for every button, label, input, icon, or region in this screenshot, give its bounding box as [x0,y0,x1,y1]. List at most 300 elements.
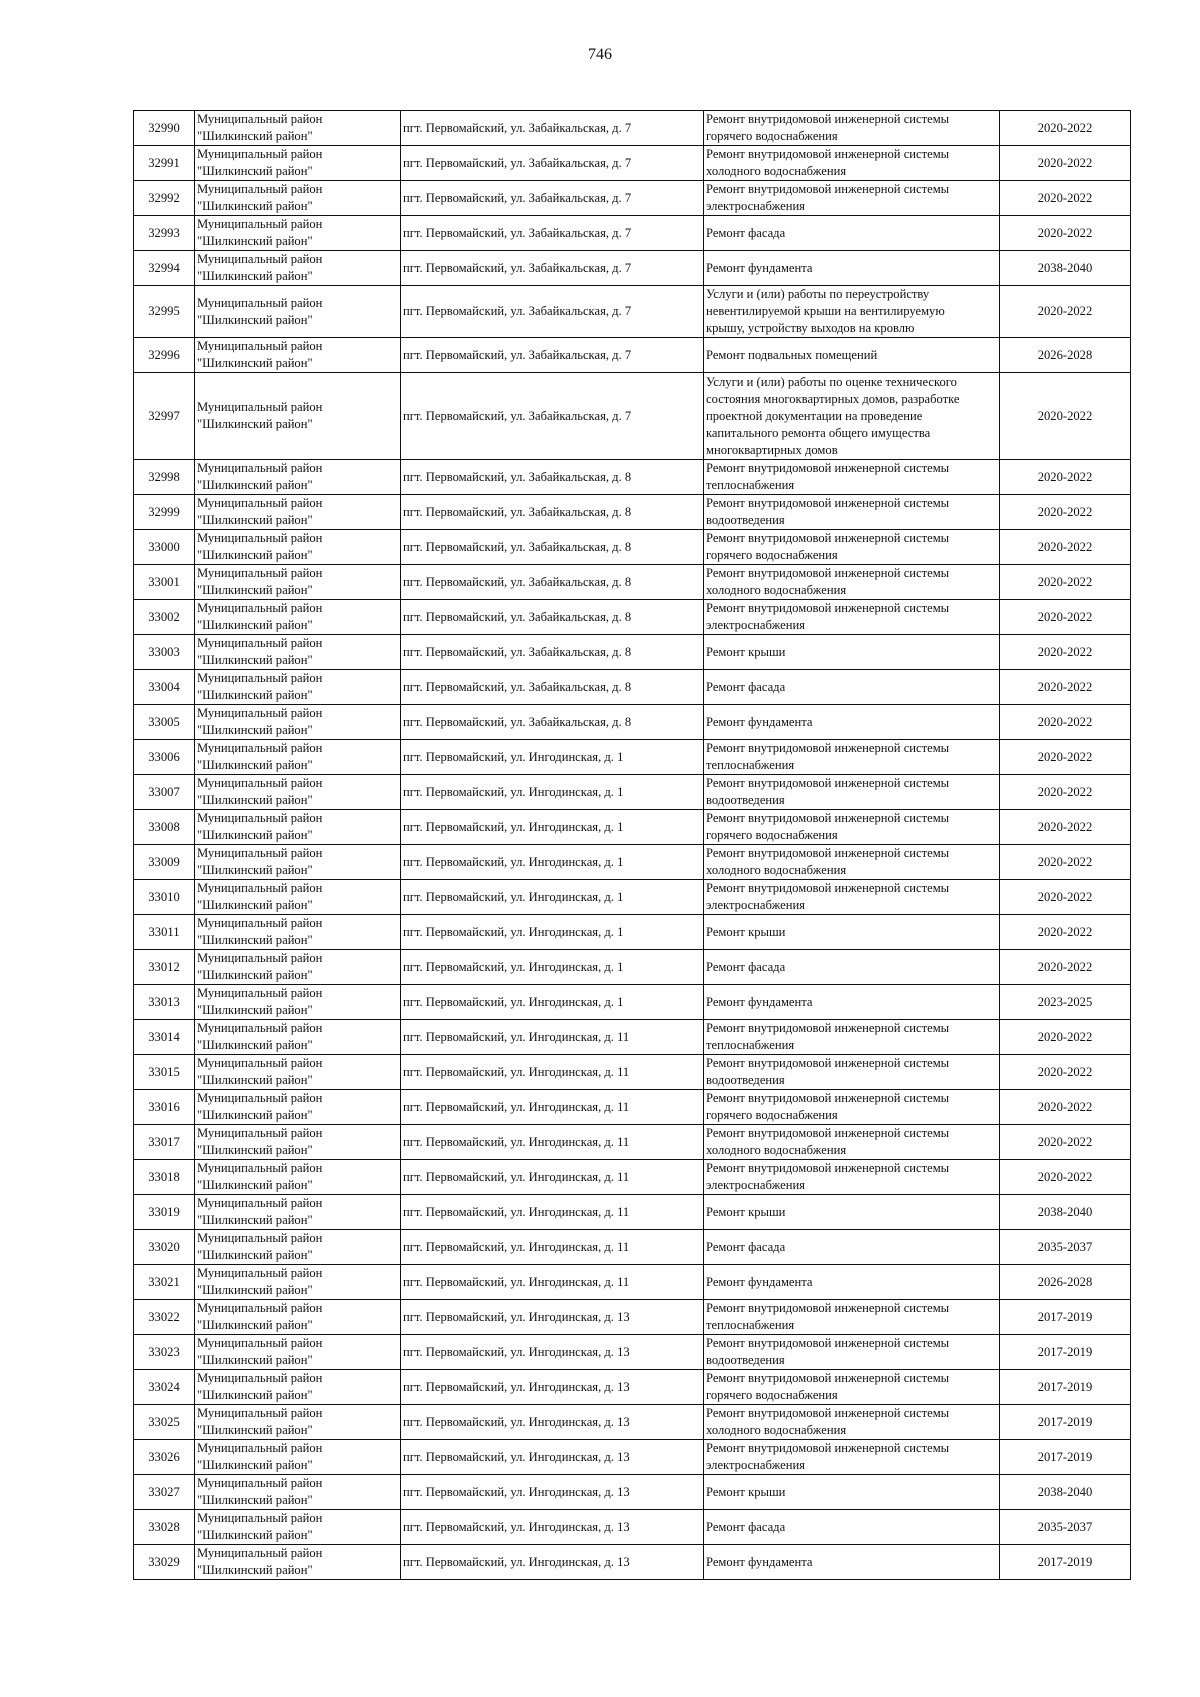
work-type-line: теплоснабжения [706,1038,795,1052]
municipality-cell [195,1230,401,1265]
municipality-line: Муниципальный район [197,881,323,895]
row-number-cell: 33006 [134,740,195,775]
row-number-cell: 33015 [134,1055,195,1090]
municipality-cell [195,1440,401,1475]
address-cell: пгт. Первомайский, ул. Забайкальская, д. 7 [401,286,704,338]
address-cell: пгт. Первомайский, ул. Ингодинская, д. 13 [401,1335,704,1370]
municipality-line: Муниципальный район [197,1091,323,1105]
municipality-line: Муниципальный район [197,636,323,650]
work-type-cell [704,880,1000,915]
period-cell: 2020-2022 [1000,880,1131,915]
work-type-line: Ремонт подвальных помещений [706,347,878,362]
municipality-line: Муниципальный район [197,1546,323,1560]
table-row [134,565,1131,600]
municipality-line: "Шилкинский район" [197,758,313,772]
row-number-cell: 33024 [134,1370,195,1405]
table-row [134,1440,1131,1475]
work-type-cell [704,495,1000,530]
municipality-line: Муниципальный район [197,916,323,930]
period-cell: 2020-2022 [1000,705,1131,740]
period-cell: 2038-2040 [1000,1195,1131,1230]
period-cell: 2020-2022 [1000,1125,1131,1160]
work-type-cell [704,1545,1000,1580]
table-row [134,950,1131,985]
row-number-cell: 33009 [134,845,195,880]
work-type-line: холодного водоснабжения [706,164,847,178]
municipality-cell [195,670,401,705]
table-row [134,216,1131,251]
table-row [134,740,1131,775]
municipality-line: Муниципальный район [197,776,323,790]
municipality-line: "Шилкинский район" [197,688,313,702]
row-number-cell: 33005 [134,705,195,740]
municipality-line: Муниципальный район [197,671,323,685]
table-row [134,1160,1131,1195]
period-cell: 2020-2022 [1000,950,1131,985]
municipality-cell [195,181,401,216]
registry-table [133,110,1131,1580]
work-type-line: Ремонт внутридомовой инженерной системы [706,776,950,790]
municipality-line: "Шилкинский район" [197,1178,313,1192]
municipality-line: "Шилкинский район" [197,1528,313,1542]
row-number-cell: 33001 [134,565,195,600]
work-type-cell [704,1510,1000,1545]
period-cell: 2026-2028 [1000,1265,1131,1300]
row-number-cell: 33002 [134,600,195,635]
work-type-line: Ремонт внутридомовой инженерной системы [706,846,950,860]
period-cell: 2020-2022 [1000,635,1131,670]
municipality-cell [195,338,401,373]
work-type-line: Ремонт внутридомовой инженерной системы [706,496,950,510]
table-row [134,1195,1131,1230]
row-number-cell: 32994 [134,251,195,286]
period-cell: 2017-2019 [1000,1335,1131,1370]
address-cell: пгт. Первомайский, ул. Забайкальская, д. 7 [401,251,704,286]
work-type-line: Ремонт внутридомовой инженерной системы [706,811,950,825]
address-cell: пгт. Первомайский, ул. Забайкальская, д. 8 [401,670,704,705]
municipality-line: Муниципальный район [197,811,323,825]
municipality-line: Муниципальный район [197,147,323,161]
municipality-line: Муниципальный район [197,1126,323,1140]
row-number-cell: 33025 [134,1405,195,1440]
address-cell: пгт. Первомайский, ул. Ингодинская, д. 11 [401,1160,704,1195]
municipality-line: "Шилкинский район" [197,793,313,807]
municipality-line: "Шилкинский район" [197,1353,313,1367]
registry-table-body [134,111,1131,1580]
municipality-line: Муниципальный район [197,400,323,414]
address-cell: пгт. Первомайский, ул. Ингодинская, д. 11 [401,1265,704,1300]
work-type-cell [704,251,1000,286]
address-cell: пгт. Первомайский, ул. Ингодинская, д. 13 [401,1300,704,1335]
period-cell: 2020-2022 [1000,181,1131,216]
table-row [134,251,1131,286]
table-row [134,635,1131,670]
work-type-line: Ремонт внутридомовой инженерной системы [706,1406,950,1420]
row-number-cell: 33013 [134,985,195,1020]
period-cell: 2020-2022 [1000,1020,1131,1055]
period-cell: 2026-2028 [1000,338,1131,373]
municipality-cell [195,460,401,495]
municipality-line: "Шилкинский район" [197,199,313,213]
table-row [134,1405,1131,1440]
work-type-line: Ремонт внутридомовой инженерной системы [706,566,950,580]
municipality-cell [195,915,401,950]
table-row [134,600,1131,635]
work-type-line: водоотведения [706,1073,785,1087]
row-number-cell: 33029 [134,1545,195,1580]
period-cell: 2020-2022 [1000,1055,1131,1090]
municipality-line: Муниципальный район [197,295,323,310]
row-number-cell: 33021 [134,1265,195,1300]
table-row [134,338,1131,373]
table-row [134,1545,1131,1580]
work-type-line: Ремонт фундамента [706,1274,813,1289]
table-row [134,1510,1131,1545]
row-number-cell: 33017 [134,1125,195,1160]
period-cell: 2020-2022 [1000,373,1131,460]
work-type-cell [704,845,1000,880]
work-type-line: Ремонт внутридомовой инженерной системы [706,741,950,755]
municipality-cell [195,216,401,251]
work-type-line: Ремонт фасада [706,1519,786,1534]
period-cell: 2038-2040 [1000,1475,1131,1510]
municipality-line: Муниципальный район [197,531,323,545]
municipality-line: Муниципальный район [197,1476,323,1490]
row-number-cell: 33018 [134,1160,195,1195]
period-cell: 2020-2022 [1000,600,1131,635]
municipality-cell [195,530,401,565]
work-type-line: электроснабжения [706,199,805,213]
municipality-cell [195,600,401,635]
municipality-cell [195,146,401,181]
table-row [134,670,1131,705]
work-type-line: состояния многоквартирных домов, разработке [706,391,960,406]
work-type-line: Ремонт внутридомовой инженерной системы [706,1056,950,1070]
address-cell: пгт. Первомайский, ул. Ингодинская, д. 1 [401,985,704,1020]
period-cell: 2020-2022 [1000,530,1131,565]
row-number-cell: 33019 [134,1195,195,1230]
work-type-line: Ремонт внутридомовой инженерной системы [706,1336,950,1350]
address-cell: пгт. Первомайский, ул. Забайкальская, д. 7 [401,146,704,181]
municipality-cell [195,985,401,1020]
work-type-line: горячего водоснабжения [706,828,838,842]
table-row [134,373,1131,460]
work-type-cell [704,1160,1000,1195]
municipality-line: Муниципальный район [197,1301,323,1315]
work-type-cell [704,1195,1000,1230]
municipality-cell [195,1020,401,1055]
municipality-line: Муниципальный район [197,1511,323,1525]
work-type-line: многоквартирных домов [706,442,838,457]
period-cell: 2020-2022 [1000,286,1131,338]
municipality-line: Муниципальный район [197,951,323,965]
work-type-line: холодного водоснабжения [706,863,847,877]
row-number-cell: 33016 [134,1090,195,1125]
table-row [134,915,1131,950]
municipality-line: "Шилкинский район" [197,1248,313,1262]
address-cell: пгт. Первомайский, ул. Ингодинская, д. 1 [401,845,704,880]
row-number-cell: 33011 [134,915,195,950]
municipality-line: "Шилкинский район" [197,548,313,562]
table-row [134,1020,1131,1055]
municipality-cell [195,565,401,600]
work-type-line: Ремонт внутридомовой инженерной системы [706,1371,950,1385]
row-number-cell: 32992 [134,181,195,216]
row-number-cell: 32991 [134,146,195,181]
address-cell: пгт. Первомайский, ул. Ингодинская, д. 11 [401,1020,704,1055]
municipality-line: Муниципальный район [197,1196,323,1210]
work-type-line: Ремонт фундамента [706,260,813,275]
work-type-cell [704,338,1000,373]
work-type-cell [704,1370,1000,1405]
address-cell: пгт. Первомайский, ул. Забайкальская, д. 8 [401,705,704,740]
municipality-line: "Шилкинский район" [197,269,313,283]
table-row [134,1125,1131,1160]
municipality-line: Муниципальный район [197,601,323,615]
work-type-line: холодного водоснабжения [706,583,847,597]
work-type-line: Услуги и (или) работы по переустройству [706,287,930,301]
municipality-line: "Шилкинский район" [197,1458,313,1472]
work-type-cell [704,181,1000,216]
row-number-cell: 33023 [134,1335,195,1370]
municipality-line: Муниципальный район [197,252,323,266]
municipality-line: "Шилкинский район" [197,478,313,492]
period-cell: 2020-2022 [1000,216,1131,251]
work-type-cell [704,565,1000,600]
municipality-line: "Шилкинский район" [197,1003,313,1017]
municipality-line: Муниципальный район [197,496,323,510]
table-row [134,181,1131,216]
work-type-cell [704,600,1000,635]
table-row [134,1055,1131,1090]
work-type-line: Ремонт внутридомовой инженерной системы [706,461,950,475]
work-type-line: Услуги и (или) работы по оценке технического [706,374,957,389]
work-type-line: горячего водоснабжения [706,548,838,562]
period-cell: 2020-2022 [1000,915,1131,950]
work-type-line: горячего водоснабжения [706,1388,838,1402]
work-type-line: Ремонт фасада [706,225,786,240]
address-cell: пгт. Первомайский, ул. Ингодинская, д. 11 [401,1055,704,1090]
work-type-line: Ремонт внутридомовой инженерной системы [706,1021,950,1035]
municipality-line: "Шилкинский район" [197,968,313,982]
municipality-line: Муниципальный район [197,1441,323,1455]
period-cell: 2017-2019 [1000,1440,1131,1475]
municipality-cell [195,880,401,915]
address-cell: пгт. Первомайский, ул. Забайкальская, д. 8 [401,460,704,495]
work-type-line: холодного водоснабжения [706,1143,847,1157]
municipality-line: Муниципальный район [197,112,323,126]
municipality-cell [195,1475,401,1510]
row-number-cell: 33010 [134,880,195,915]
work-type-cell [704,1335,1000,1370]
municipality-line: Муниципальный район [197,986,323,1000]
table-row [134,460,1131,495]
municipality-line: "Шилкинский район" [197,1213,313,1227]
row-number-cell: 33003 [134,635,195,670]
table-row [134,1475,1131,1510]
table-row [134,111,1131,146]
municipality-line: Муниципальный район [197,182,323,196]
municipality-line: "Шилкинский район" [197,653,313,667]
work-type-cell [704,373,1000,460]
work-type-line: Ремонт внутридомовой инженерной системы [706,531,950,545]
row-number-cell: 33004 [134,670,195,705]
municipality-cell [195,1545,401,1580]
municipality-line: "Шилкинский район" [197,723,313,737]
period-cell: 2020-2022 [1000,740,1131,775]
period-cell: 2020-2022 [1000,460,1131,495]
period-cell: 2020-2022 [1000,1090,1131,1125]
municipality-line: "Шилкинский район" [197,1388,313,1402]
municipality-cell [195,1510,401,1545]
municipality-line: Муниципальный район [197,339,323,353]
table-row [134,985,1131,1020]
row-number-cell: 33014 [134,1020,195,1055]
row-number-cell: 33022 [134,1300,195,1335]
address-cell: пгт. Первомайский, ул. Ингодинская, д. 13 [401,1510,704,1545]
municipality-line: "Шилкинский район" [197,1283,313,1297]
address-cell: пгт. Первомайский, ул. Ингодинская, д. 13 [401,1545,704,1580]
work-type-line: Ремонт фундамента [706,714,813,729]
work-type-cell [704,1265,1000,1300]
work-type-line: Ремонт внутридомовой инженерной системы [706,147,950,161]
work-type-line: Ремонт крыши [706,1204,786,1219]
address-cell: пгт. Первомайский, ул. Ингодинская, д. 1 [401,775,704,810]
work-type-line: Ремонт внутридомовой инженерной системы [706,601,950,615]
work-type-cell [704,810,1000,845]
work-type-line: горячего водоснабжения [706,129,838,143]
address-cell: пгт. Первомайский, ул. Забайкальская, д. 8 [401,530,704,565]
municipality-line: Муниципальный район [197,1231,323,1245]
work-type-cell [704,740,1000,775]
work-type-cell [704,950,1000,985]
address-cell: пгт. Первомайский, ул. Забайкальская, д. 8 [401,565,704,600]
work-type-cell [704,1090,1000,1125]
row-number-cell: 32996 [134,338,195,373]
municipality-line: Муниципальный район [197,1406,323,1420]
work-type-cell [704,985,1000,1020]
address-cell: пгт. Первомайский, ул. Ингодинская, д. 11 [401,1230,704,1265]
municipality-line: "Шилкинский район" [197,1493,313,1507]
work-type-line: Ремонт внутридомовой инженерной системы [706,1441,950,1455]
work-type-line: водоотведения [706,513,785,527]
municipality-cell [195,705,401,740]
municipality-cell [195,1405,401,1440]
municipality-line: "Шилкинский район" [197,356,313,370]
address-cell: пгт. Первомайский, ул. Ингодинская, д. 13 [401,1440,704,1475]
municipality-cell [195,1195,401,1230]
municipality-cell [195,775,401,810]
work-type-line: проектной документации на проведение [706,408,923,423]
work-type-line: Ремонт фасада [706,1239,786,1254]
work-type-cell [704,1405,1000,1440]
municipality-line: "Шилкинский район" [197,129,313,143]
work-type-cell [704,286,1000,338]
period-cell: 2017-2019 [1000,1405,1131,1440]
work-type-cell [704,705,1000,740]
address-cell: пгт. Первомайский, ул. Забайкальская, д. 8 [401,635,704,670]
municipality-cell [195,373,401,460]
work-type-line: холодного водоснабжения [706,1423,847,1437]
work-type-cell [704,1475,1000,1510]
work-type-line: электроснабжения [706,1458,805,1472]
work-type-line: водоотведения [706,1353,785,1367]
municipality-line: Муниципальный район [197,1056,323,1070]
municipality-cell [195,635,401,670]
municipality-cell [195,1055,401,1090]
work-type-line: электроснабжения [706,898,805,912]
work-type-cell [704,111,1000,146]
period-cell: 2020-2022 [1000,495,1131,530]
address-cell: пгт. Первомайский, ул. Ингодинская, д. 1 [401,810,704,845]
municipality-line: Муниципальный район [197,217,323,231]
period-cell: 2020-2022 [1000,775,1131,810]
row-number-cell: 33012 [134,950,195,985]
municipality-line: "Шилкинский район" [197,863,313,877]
period-cell: 2020-2022 [1000,845,1131,880]
work-type-cell [704,775,1000,810]
work-type-cell [704,1230,1000,1265]
work-type-line: Ремонт внутридомовой инженерной системы [706,1301,950,1315]
municipality-line: "Шилкинский район" [197,933,313,947]
work-type-cell [704,460,1000,495]
row-number-cell: 33028 [134,1510,195,1545]
municipality-line: "Шилкинский район" [197,1108,313,1122]
municipality-cell [195,495,401,530]
address-cell: пгт. Первомайский, ул. Ингодинская, д. 13 [401,1370,704,1405]
municipality-line: "Шилкинский район" [197,1143,313,1157]
municipality-line: Муниципальный район [197,846,323,860]
municipality-line: Муниципальный район [197,1161,323,1175]
table-row [134,810,1131,845]
municipality-cell [195,286,401,338]
row-number-cell: 33026 [134,1440,195,1475]
work-type-line: Ремонт фундамента [706,1554,813,1569]
municipality-line: "Шилкинский район" [197,1423,313,1437]
work-type-line: Ремонт крыши [706,644,786,659]
table-row [134,1300,1131,1335]
period-cell: 2038-2040 [1000,251,1131,286]
work-type-cell [704,1300,1000,1335]
municipality-cell [195,845,401,880]
municipality-cell [195,1160,401,1195]
row-number-cell: 32999 [134,495,195,530]
municipality-cell [195,1265,401,1300]
municipality-line: "Шилкинский район" [197,828,313,842]
work-type-cell [704,146,1000,181]
work-type-line: Ремонт фасада [706,679,786,694]
period-cell: 2023-2025 [1000,985,1131,1020]
work-type-line: Ремонт внутридомовой инженерной системы [706,1161,950,1175]
work-type-cell [704,1440,1000,1475]
municipality-cell [195,1125,401,1160]
address-cell: пгт. Первомайский, ул. Ингодинская, д. 13 [401,1475,704,1510]
work-type-cell [704,670,1000,705]
work-type-line: Ремонт внутридомовой инженерной системы [706,1126,950,1140]
work-type-cell [704,915,1000,950]
work-type-cell [704,635,1000,670]
row-number-cell: 33020 [134,1230,195,1265]
municipality-cell [195,1300,401,1335]
municipality-cell [195,740,401,775]
work-type-cell [704,216,1000,251]
municipality-cell [195,251,401,286]
period-cell: 2035-2037 [1000,1230,1131,1265]
period-cell: 2020-2022 [1000,146,1131,181]
work-type-line: Ремонт внутридомовой инженерной системы [706,881,950,895]
address-cell: пгт. Первомайский, ул. Забайкальская, д. 8 [401,495,704,530]
period-cell: 2020-2022 [1000,1160,1131,1195]
